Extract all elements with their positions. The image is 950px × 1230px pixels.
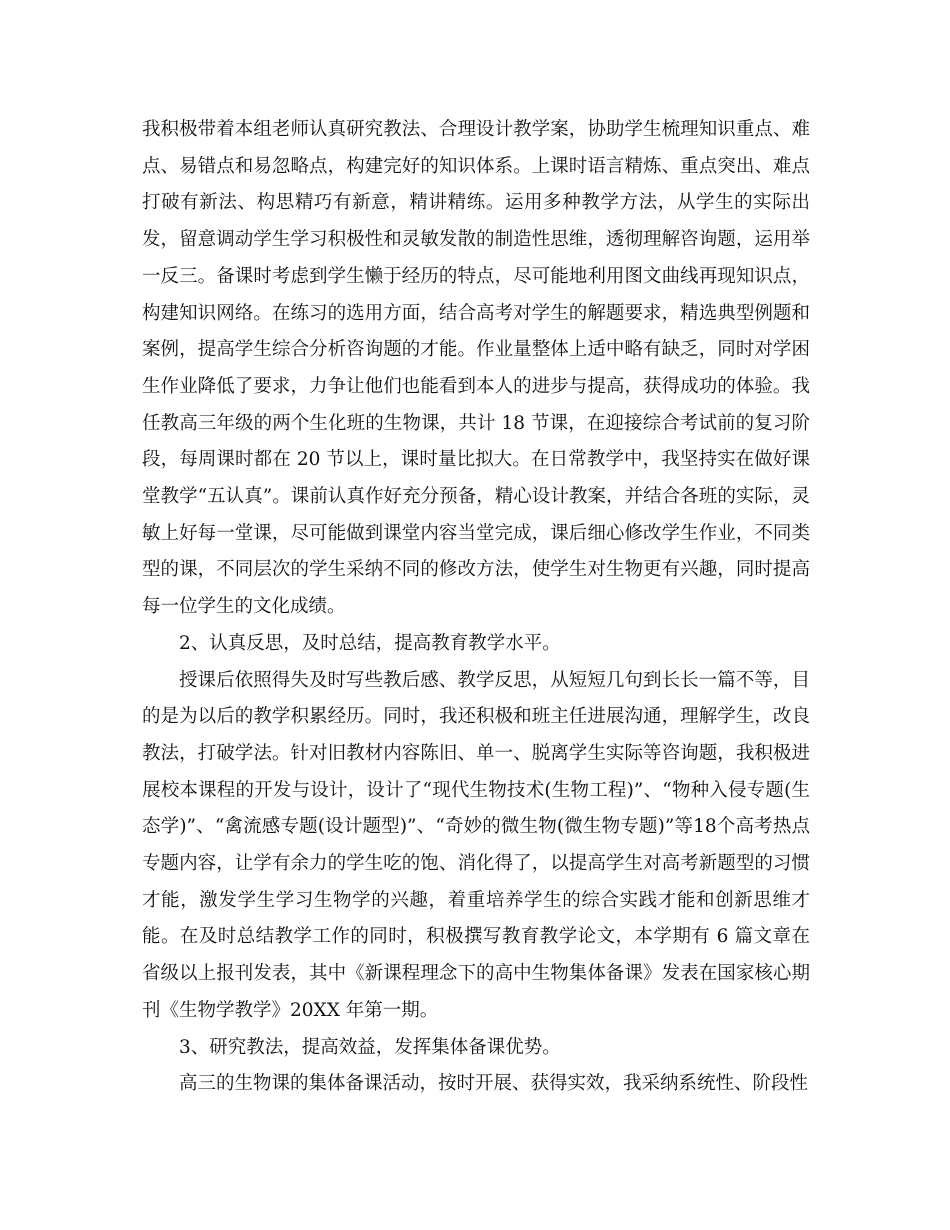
paragraph-reflection: 授课后依照得失及时写些教后感、教学反思，从短短几句到长长一篇不等，目的是为以后的教学积累经历。同时，我还积极和班主任进展沟通，理解学生，改良教法，打破学法。针对旧教材内容陈旧、单一、脱离学生实际等咨询题，我积极进展校本课程的开发与设计，设计了“现代生物技术(生物工程)”、“物种入侵专题(生态学)”、“禽流感专题(设计题型)”、“奇妙的微生物(微生物专题)”等18个高考热点专题内容，让学有余力的学生吃的饱、消化得了，以提高学生对高考新题型的习惯才能，激发学生学习生物学的兴趣，着重培养学生的综合实践才能和创新思维才能。在及时总结教学工作的同时，积极撰写教育教学论文，本学期有 6 篇文章在省级以上报刊发表，其中《新课程理念下的高中生物集体备课》发表在国家核心期刊《生物学教学》20XX 年第一期。 bbox=[142, 669, 810, 1021]
paragraph-teaching-methods: 我积极带着本组老师认真研究教法、合理设计教学案，协助学生梳理知识重点、难点、易错点和易忽略点，构建完好的知识体系。上课时语言精炼、重点突出、难点打破有新法、构思精巧有新意，精讲精练。运用多种教学方法，从学生的实际出发，留意调动学生学习积极性和灵敏发散的制造性思维，透彻理解咨询题，运用举一反三。备课时考虑到学生懒于经历的特点，尽可能地利用图文曲线再现知识点，构建知识网络。在练习的选用方面，结合高考对学生的解题要求，精选典型例题和案例，提高学生综合分析咨询题的才能。作业量整体上适中略有缺乏，同时对学困生作业降低了要求，力争让他们也能看到本人的进步与提高，获得成功的体验。我任教高三年级的两个生化班的生物课，共计 18 节课，在迎接综合考试前的复习阶段，每周课时都在 20 节以上，课时量比拟大。在日常教学中，我坚持实在做好课堂教学“五认真”。课前认真作好充分预备，精心设计教案，并结合各班的实际，灵敏上好每一堂课，尽可能做到课堂内容当堂完成，课后细心修改学生作业，不同类型的课，不同层次的学生采纳不同的修改方法，使学生对生物更有兴趣，同时提高每一位学生的文化成绩。 bbox=[142, 119, 810, 618]
section-heading-reflection: 2、认真反思，及时总结，提高教育教学水平。 bbox=[179, 632, 561, 654]
paragraph-collective-lesson-prep: 高三的生物课的集体备课活动，按时开展、获得实效，我采纳系统性、阶段性 bbox=[179, 1073, 809, 1095]
section-heading-collective-lesson-prep: 3、研究教法，提高效益，发挥集体备课优势。 bbox=[179, 1036, 561, 1058]
document-body bbox=[142, 112, 810, 1103]
